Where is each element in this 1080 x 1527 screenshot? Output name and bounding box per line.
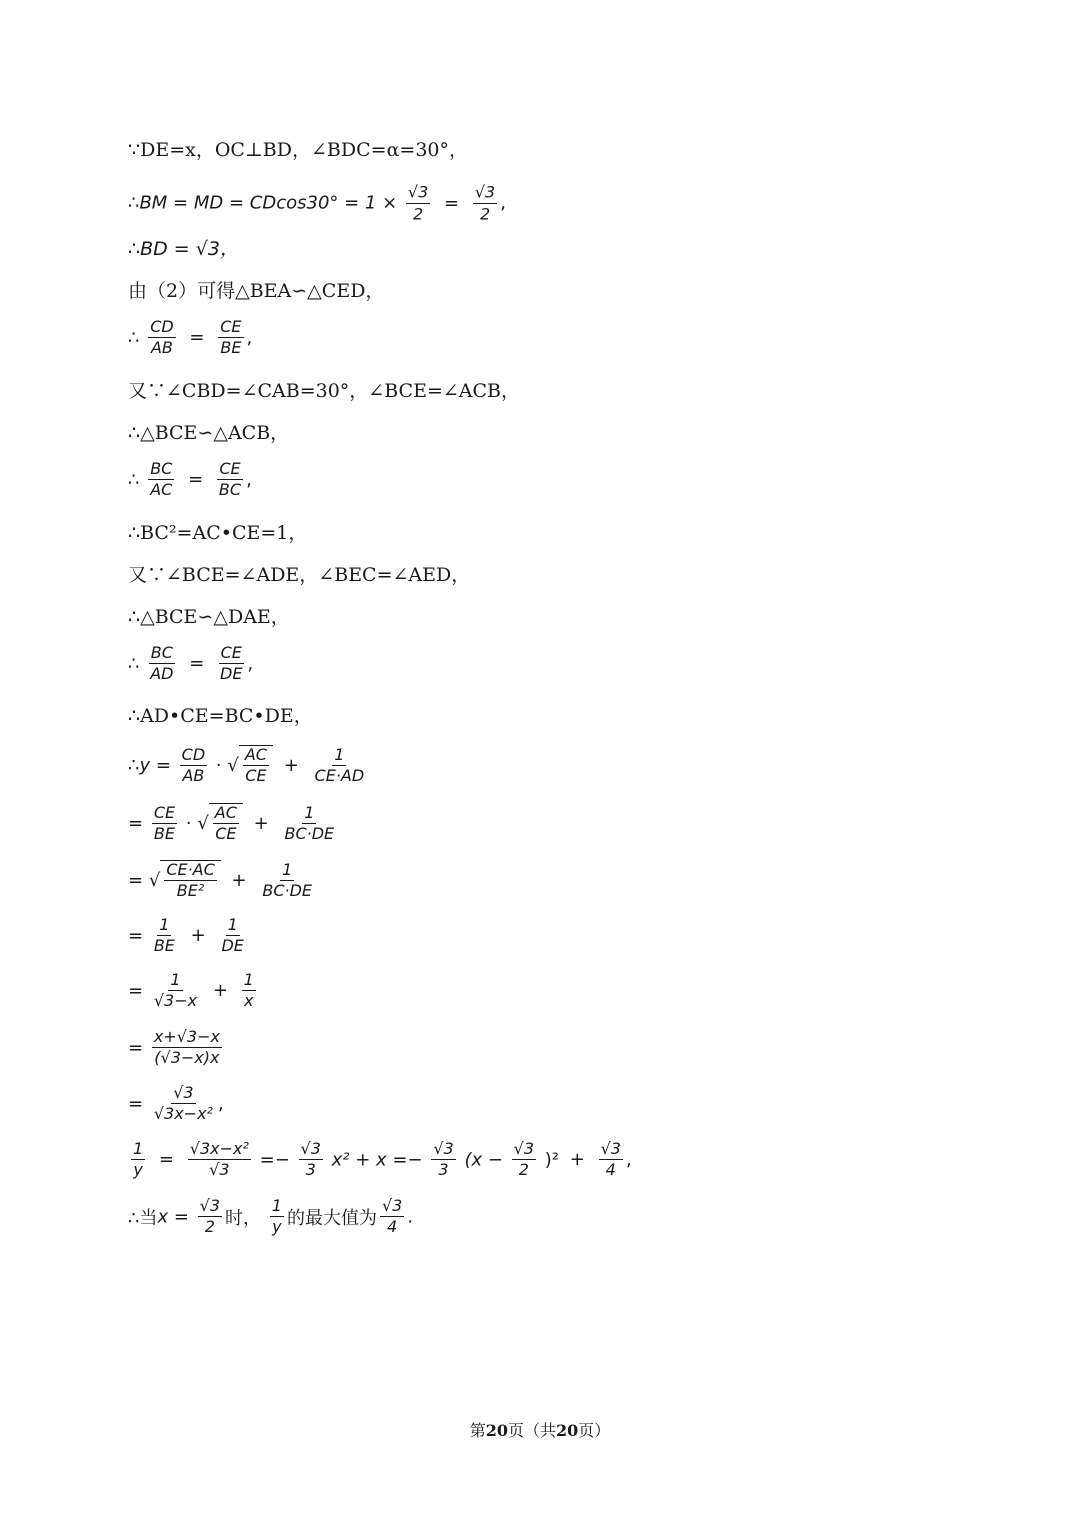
numerator: AC	[213, 804, 239, 824]
when-text: ∴当	[128, 1207, 158, 1229]
denominator: √3	[209, 1160, 230, 1180]
therefore-symbol: ∴	[128, 653, 140, 675]
sqrt-symbol: √	[197, 812, 209, 834]
fraction-1-sqrt3-minus-x	[152, 971, 199, 1011]
angles-2-text: 又∵∠BCE=∠ADE，∠BEC=∠AED，	[128, 564, 471, 586]
equals-sign: =	[128, 1093, 144, 1115]
page-footer	[0, 1418, 1080, 1441]
fraction-sqrt3-over-2	[406, 183, 430, 223]
numerator: √3	[474, 182, 496, 202]
equals-sign: =	[128, 869, 144, 891]
line-similar-3	[128, 608, 290, 627]
line-bd	[128, 240, 239, 259]
plus-sign: +	[190, 925, 206, 947]
denominator: 3	[305, 1160, 316, 1180]
angles-1-text: 又∵∠CBD=∠CAB=30°，∠BCE=∠ACB，	[128, 380, 521, 402]
denominator: CE·AD	[314, 765, 365, 785]
sqrt-symbol: √	[227, 754, 239, 776]
numerator: 1	[332, 746, 346, 766]
equals-negative: =−	[392, 1149, 423, 1171]
fraction-ce-be	[152, 804, 177, 844]
bm-md-expr: BM = MD = CDcos30° = 1 ×	[139, 192, 398, 214]
numerator: BC	[148, 460, 174, 480]
therefore-symbol: ∴	[128, 754, 140, 776]
fraction-cd-ab	[180, 746, 208, 786]
denominator: CE	[245, 766, 267, 786]
comma: ,	[246, 469, 252, 491]
numerator: 1	[168, 971, 182, 991]
sqrt-body	[209, 803, 243, 844]
fraction-1-y	[270, 1197, 284, 1237]
line-angles-1	[128, 382, 520, 401]
fraction-sqrt3-over-quadratic	[152, 1084, 215, 1124]
equals-sign: =	[189, 327, 205, 349]
denominator: BC·DE	[284, 823, 335, 843]
comma: ,	[247, 653, 254, 675]
fraction-sqrt3-over-3	[431, 1140, 455, 1180]
plus-sign: +	[253, 812, 269, 834]
denominator: AB	[182, 765, 205, 785]
plus-sign: +	[569, 1149, 585, 1171]
denominator: BC·DE	[262, 880, 313, 900]
numerator: √3	[171, 1084, 195, 1104]
fraction-ce-ac-be2	[164, 861, 216, 901]
numerator: CD	[148, 318, 176, 338]
numerator: CE	[217, 460, 242, 480]
fraction-ac-ce	[213, 804, 239, 844]
numerator: CE·AC	[164, 861, 216, 881]
line-similar-1	[128, 282, 384, 301]
numerator: √3	[380, 1197, 404, 1217]
numerator: 1	[270, 1197, 284, 1217]
fraction-ac-ce	[243, 746, 269, 786]
equals-sign: =	[128, 812, 144, 834]
fraction-ce-de	[218, 644, 244, 684]
line-step-4	[128, 971, 259, 1011]
line-ratio-2	[128, 460, 252, 500]
denominator: 4	[387, 1217, 398, 1237]
numerator: CE	[219, 644, 244, 664]
denominator: BC	[218, 480, 242, 500]
plus-sign: +	[283, 754, 299, 776]
comma: ,	[217, 1093, 224, 1115]
line-conclusion	[128, 1197, 413, 1237]
numerator: 1	[131, 1140, 145, 1160]
fraction-1-bc-de	[260, 861, 314, 901]
line-bm-md	[128, 183, 506, 223]
fraction-sqrt3-over-3	[299, 1140, 323, 1180]
footer-middle: 页（共	[507, 1421, 556, 1440]
fraction-1-y	[131, 1140, 145, 1180]
line-given	[128, 141, 468, 160]
fraction-quadratic-over-sqrt3	[188, 1140, 251, 1180]
line-reciprocal	[128, 1140, 632, 1180]
fraction-ce-bc	[217, 460, 243, 500]
numerator: x+√3−x	[152, 1028, 222, 1048]
denominator: 4	[605, 1160, 616, 1180]
denominator: (√3−x)x	[154, 1048, 220, 1068]
given-text: ∵DE=x，OC⊥BD，∠BDC=α=30°，	[128, 139, 469, 161]
numerator: √3	[599, 1140, 623, 1160]
numerator: 1	[302, 804, 316, 824]
fraction-cd-ab	[148, 318, 176, 358]
denominator: DE	[221, 936, 244, 956]
numerator: 1	[242, 971, 256, 991]
line-similar-2	[128, 424, 289, 443]
therefore-symbol: ∴	[128, 192, 140, 214]
fraction-bc-ac	[148, 460, 174, 500]
fraction-1-de	[219, 916, 245, 956]
equals-sign: =	[128, 925, 144, 947]
numerator: CE	[218, 318, 243, 338]
numerator: CE	[152, 804, 177, 824]
y-equals: y =	[139, 754, 171, 776]
line-ratio-3	[128, 644, 253, 684]
bd-text: ∴BD = √3，	[128, 238, 239, 260]
equals-sign: =	[128, 1037, 144, 1059]
denominator: BE	[153, 936, 175, 956]
numerator: √3	[198, 1197, 222, 1217]
line-step-3	[128, 916, 249, 956]
comma: ,	[246, 327, 253, 349]
numerator: √3x−x²	[188, 1140, 251, 1160]
denominator: 2	[518, 1160, 529, 1180]
therefore-symbol: ∴	[128, 469, 140, 491]
numerator: 1	[280, 861, 294, 881]
denominator: y	[272, 1217, 282, 1237]
total-pages: 20	[556, 1421, 579, 1440]
equals-sign: =	[188, 469, 204, 491]
fraction-sqrt3-over-2	[198, 1197, 222, 1237]
line-step-6	[128, 1084, 224, 1124]
sqrt-body	[160, 860, 220, 901]
sqrt-body	[239, 745, 273, 786]
fraction-1-be	[152, 916, 177, 956]
denominator: AB	[150, 338, 173, 358]
therefore-symbol: ∴	[128, 327, 140, 349]
dot-operator: ·	[185, 812, 192, 834]
equals-negative: =−	[259, 1149, 290, 1171]
fraction-bc-ad	[148, 644, 175, 684]
numerator: BC	[149, 644, 175, 664]
line-bc-squared	[128, 524, 307, 543]
line-step-5	[128, 1028, 225, 1068]
denominator: DE	[220, 664, 243, 684]
denominator: x	[244, 991, 254, 1011]
plus-sign: +	[231, 869, 247, 891]
numerator: AC	[243, 746, 269, 766]
equals-sign: =	[189, 653, 205, 675]
line-angles-2	[128, 566, 470, 585]
denominator: BE	[220, 338, 242, 358]
x-equals: x =	[157, 1206, 189, 1228]
fraction-1-ce-ad	[313, 746, 367, 786]
max-text: 的最大值为	[286, 1207, 377, 1229]
denominator: 2	[204, 1217, 215, 1237]
denominator: y	[133, 1160, 143, 1180]
line-y-def	[128, 745, 369, 786]
denominator: 2	[479, 203, 491, 223]
numerator: √3	[512, 1140, 536, 1160]
denominator: 2	[413, 203, 424, 223]
denominator: BE²	[176, 881, 205, 901]
bc-squared-text: ∴BC²=AC•CE=1，	[128, 522, 308, 544]
paren-close-squared: )²	[544, 1149, 560, 1171]
line-ratio-1	[128, 318, 252, 358]
denominator: 3	[438, 1160, 449, 1180]
similar-1-text: 由（2）可得△BEA∽△CED，	[128, 280, 385, 302]
sqrt-symbol: √	[148, 869, 161, 891]
comma: ,	[500, 192, 506, 214]
period: .	[407, 1206, 414, 1228]
plus-sign: +	[212, 980, 228, 1002]
fraction-ce-be	[218, 318, 243, 358]
dot-operator: ·	[215, 754, 222, 776]
fraction-sqrt3-over-4	[599, 1140, 623, 1180]
numerator: √3	[431, 1140, 455, 1160]
footer-prefix: 第	[469, 1421, 486, 1440]
equals-sign: =	[444, 192, 460, 214]
numerator: √3	[299, 1140, 323, 1160]
denominator: AC	[150, 480, 173, 500]
product-text: ∴AD•CE=BC•DE，	[128, 705, 313, 727]
fraction-sqrt3-over-2	[512, 1140, 536, 1180]
denominator: CE	[215, 824, 237, 844]
numerator: √3	[407, 182, 429, 202]
equals-sign: =	[158, 1149, 175, 1171]
numerator: 1	[226, 916, 240, 936]
denominator: √3x−x²	[153, 1104, 213, 1124]
footer-suffix: 页）	[578, 1421, 611, 1440]
denominator: BE	[153, 823, 176, 843]
numerator: 1	[157, 916, 171, 936]
numerator: CD	[180, 746, 208, 766]
fraction-1-bc-de	[282, 804, 336, 844]
line-step-1	[128, 803, 339, 844]
shi-text: 时，	[225, 1207, 262, 1229]
similar-2-text: ∴△BCE∽△ACB，	[128, 422, 290, 444]
paren-open: (x −	[464, 1149, 503, 1171]
fraction-combined	[152, 1028, 222, 1068]
similar-3-text: ∴△BCE∽△DAE，	[128, 606, 290, 628]
line-product	[128, 707, 313, 726]
denominator: √3−x	[153, 991, 198, 1011]
fraction-sqrt3-over-4	[380, 1197, 404, 1237]
equals-sign: =	[128, 980, 144, 1002]
fraction-sqrt3-over-2-b	[473, 183, 497, 223]
comma: ,	[625, 1149, 632, 1171]
fraction-1-x	[242, 971, 256, 1011]
line-step-2	[128, 860, 317, 901]
x-squared-plus-x: x² + x	[331, 1149, 387, 1171]
page-number: 20	[485, 1421, 508, 1440]
denominator: AD	[150, 664, 174, 684]
